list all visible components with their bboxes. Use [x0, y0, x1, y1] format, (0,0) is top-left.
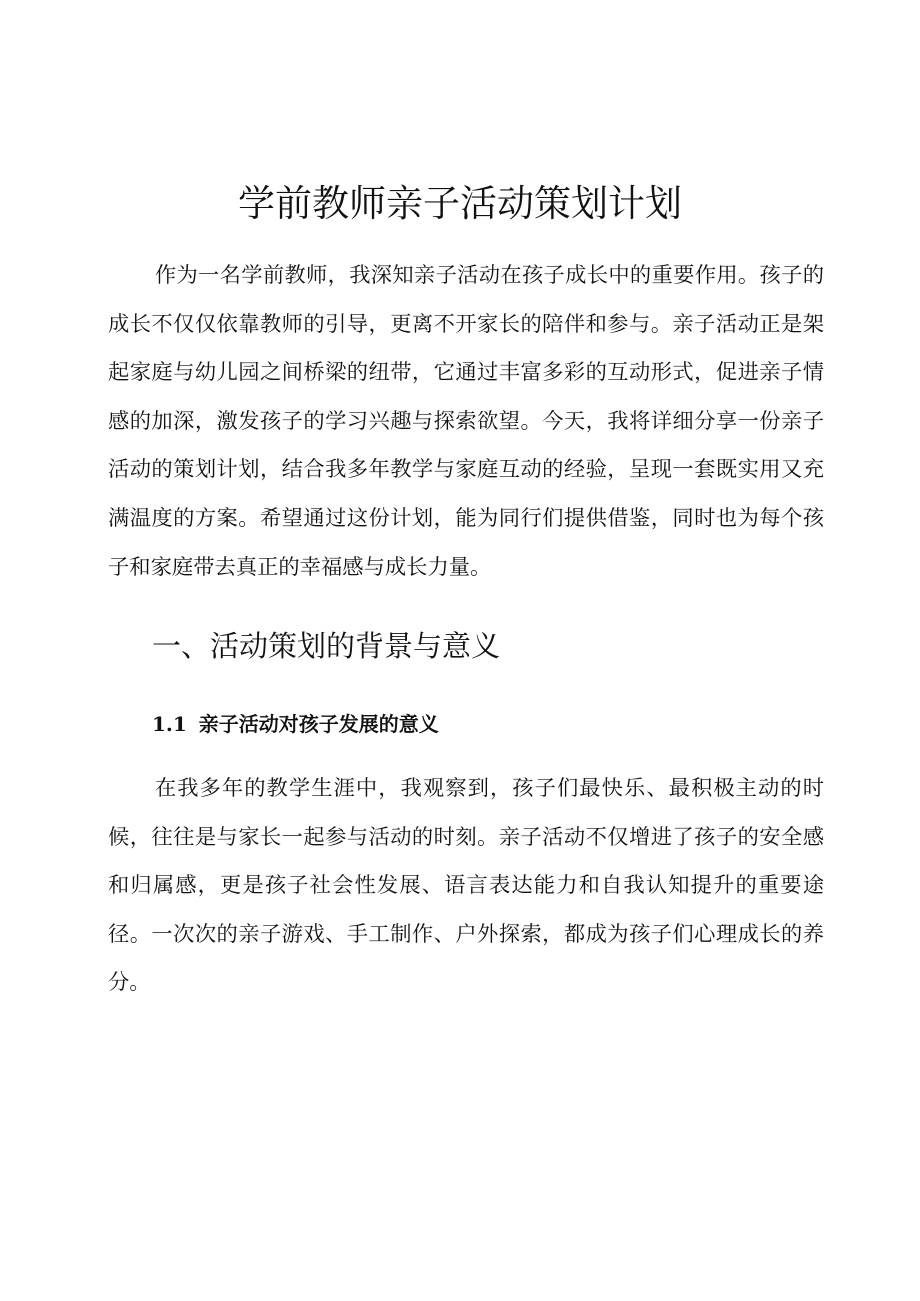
intro-paragraph: 作为一名学前教师，我深知亲子活动在孩子成长中的重要作用。孩子的成长不仅仅依靠教师的引导，更离不开家长的陪伴和参与。亲子活动正是架起家庭与幼儿园之间桥梁的纽带，它通过丰富多彩的互动形式，促进亲子情感的加深，激发孩子的学习兴趣与探索欲望。今天，我将详细分享一份亲子活动的策划计划，结合我多年教学与家庭互动的经验，呈现一套既实用又充满温度的方案。希望通过这份计划，能为同行们提供借鉴，同时也为每个孩子和家庭带去真正的幸福感与成长力量。 — [108, 263, 824, 580]
subsection-number: 1.1 — [152, 712, 187, 736]
subsection-paragraph: 在我多年的教学生涯中，我观察到，孩子们最快乐、最积极主动的时候，往往是与家长一起参与活动的时刻。亲子活动不仅增进了孩子的安全感和归属感，更是孩子社会性发展、语言表达能力和自我认知提升的重要途径。一次次的亲子游戏、手工制作、户外探索，都成为孩子们心理成长的养分。 — [108, 776, 824, 996]
subsection-title: 亲子活动对孩子发展的意义 — [198, 712, 439, 736]
subsection-heading — [152, 704, 439, 744]
page-title: 学前教师亲子活动策划计划 — [238, 182, 682, 225]
section-heading: 一、活动策划的背景与意义 — [152, 629, 501, 663]
